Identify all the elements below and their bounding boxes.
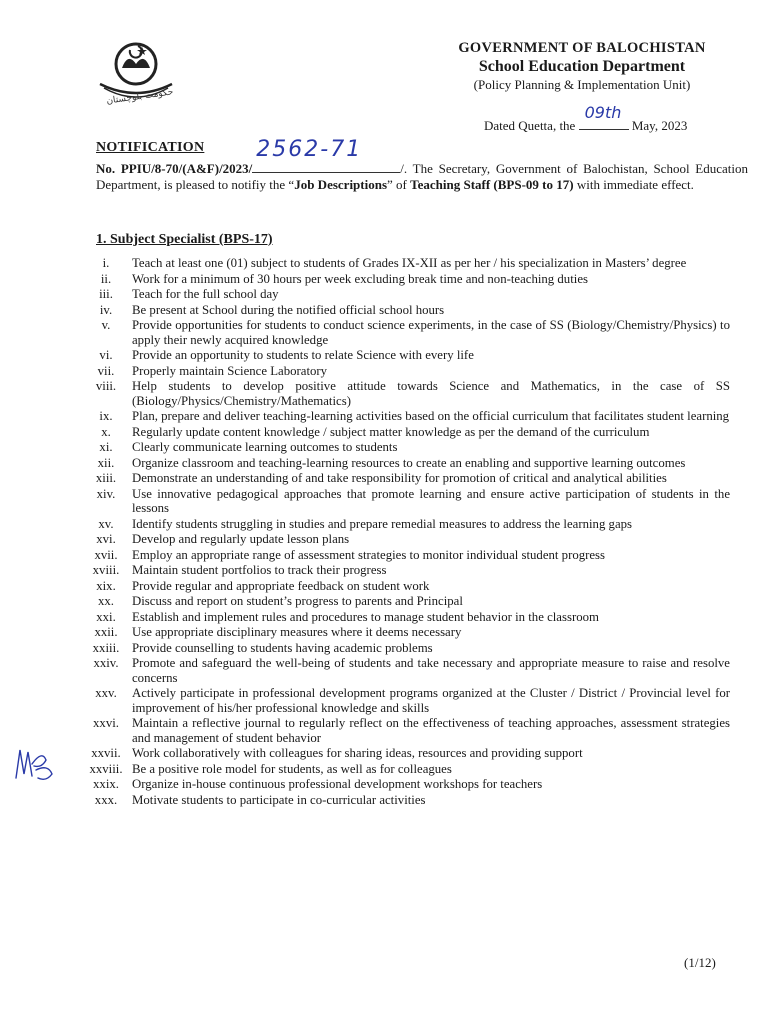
duty-item: [80, 716, 730, 745]
duty-text: Maintain a reflective journal to regularly reflect on the effectiveness of teaching approaches, assessment strategies and management of student behavior: [132, 716, 730, 745]
intro-text-1: /. The Secretary, Government of Balochistan, School Education Department, is pleased to notifiy the “: [96, 161, 748, 192]
duty-text: Be a positive role model for students, as well as for colleagues: [132, 761, 452, 776]
duty-item: [80, 625, 730, 640]
duty-numeral: xxviii.: [89, 761, 123, 776]
handwritten-day: 09th: [584, 103, 622, 122]
duty-text: Develop and regularly update lesson plans: [132, 532, 350, 546]
duty-item: [80, 548, 730, 563]
duty-item: [80, 256, 730, 271]
department-name: School Education Department: [478, 58, 686, 75]
duty-text: Teach for the full school day: [132, 287, 279, 301]
duty-item: [80, 594, 730, 609]
duty-item: [80, 425, 730, 440]
duty-item: [80, 686, 730, 715]
duty-text: Help students to develop positive attitude towards Science and Mathematics, in the case of SS (Biology/Physics/Chemistry/Mathematics): [132, 379, 730, 408]
duty-text: Regularly update content knowledge / subject matter knowledge as per the demand of the curriculum: [132, 424, 650, 439]
duty-text: Organize in-house continuous professional development workshops for teachers: [132, 777, 543, 791]
duty-text: Provide opportunities for students to conduct science experiments, in the case of SS (Biology/Chemistry/Physics) to apply their newly acquired knowledge: [132, 318, 730, 347]
duty-numeral: xviii.: [92, 563, 120, 577]
duty-text: Be present at School during the notified official school hours: [132, 302, 445, 317]
duty-numeral: i.: [102, 256, 110, 270]
duty-numeral: v.: [101, 318, 111, 332]
duty-text: Plan, prepare and deliver teaching-learning activities based on the official curriculum that facilitates student learning: [132, 409, 730, 423]
duty-numeral: xxiv.: [93, 656, 119, 670]
duty-text: Teach at least one (01) subject to students of Grades IX-XII as per her / his specialization in Masters’ degree: [132, 256, 687, 270]
duty-numeral: vii.: [97, 363, 115, 378]
duty-item: [80, 287, 730, 302]
duties-list: [80, 256, 730, 808]
duty-numeral: ii.: [100, 271, 112, 286]
duty-numeral: xx.: [98, 594, 114, 608]
duty-item: [80, 487, 730, 516]
duty-text: Use appropriate disciplinary measures where it deems necessary: [132, 625, 462, 639]
duty-numeral: xxv.: [95, 686, 117, 700]
duty-numeral: xxvi.: [93, 716, 119, 730]
intro-bold-2: Teaching Staff (BPS-09 to 17): [410, 177, 574, 192]
duty-numeral: xxi.: [96, 609, 116, 624]
emblem-caption: حکومت بلوچستان: [105, 87, 175, 107]
duty-item: [80, 777, 730, 792]
government-name: GOVERNMENT OF BALOCHISTAN: [458, 40, 706, 56]
unit-name: (Policy Planning & Implementation Unit): [473, 77, 691, 92]
duty-item: [80, 793, 730, 808]
duty-text: Clearly communicate learning outcomes to students: [132, 440, 398, 454]
duty-numeral: vi.: [99, 348, 113, 362]
duty-numeral: ix.: [99, 409, 113, 423]
duty-text: Demonstrate an understanding of and take responsibility for promotion of critical and analytical abilities: [132, 471, 667, 485]
section-heading: 1. Subject Specialist (BPS-17): [96, 232, 273, 247]
duty-item: [80, 762, 730, 777]
duty-item: [80, 610, 730, 625]
duty-numeral: xv.: [98, 516, 114, 531]
duty-text: Work for a minimum of 30 hours per week excluding break time and non-teaching duties: [132, 271, 588, 286]
duty-text: Motivate students to participate in co-curricular activities: [132, 792, 426, 807]
duty-item: [80, 318, 730, 347]
duty-item: [80, 303, 730, 318]
duty-item: [80, 456, 730, 471]
duty-item: [80, 517, 730, 532]
duty-item: [80, 746, 730, 761]
letterhead: [432, 40, 732, 93]
duty-text: Provide an opportunity to students to relate Science with every life: [132, 348, 474, 362]
duty-item: [80, 409, 730, 424]
duty-item: [80, 532, 730, 547]
duty-text: Promote and safeguard the well-being of students and take necessary and appropriate measure to raise and resolve concerns: [132, 656, 730, 685]
duty-item: [80, 656, 730, 685]
duty-item: [80, 440, 730, 455]
duty-numeral: iii.: [99, 287, 113, 301]
duty-text: Actively participate in professional development programs organized at the Cluster / District / Provincial level for improvement of his/her professional knowledge and skills: [132, 686, 730, 715]
duty-item: [80, 379, 730, 408]
duty-text: Use innovative pedagogical approaches that promote learning and ensure active participation of students in the lessons: [132, 486, 730, 515]
duty-numeral: xiv.: [96, 486, 116, 501]
reference-number: No. PPIU/8-70/(A&F)/2023/: [96, 161, 253, 176]
duty-item: [80, 471, 730, 486]
dated-line: [484, 103, 688, 134]
duty-numeral: xii.: [97, 455, 115, 470]
duty-numeral: xiii.: [95, 471, 117, 485]
date-blank: [579, 103, 629, 130]
duty-text: Provide counselling to students having academic problems: [132, 640, 433, 655]
reference-blank: [252, 137, 400, 173]
duty-text: Employ an appropriate range of assessment strategies to monitor individual student progress: [132, 547, 606, 562]
duty-text: Maintain student portfolios to track their progress: [132, 563, 387, 577]
duty-text: Establish and implement rules and procedures to manage student behavior in the classroom: [132, 609, 599, 624]
duty-numeral: xix.: [96, 578, 116, 593]
intro-bold-1: Job Descriptions: [294, 177, 388, 192]
duty-text: Discuss and report on student’s progress to parents and Principal: [132, 594, 463, 608]
handwritten-initials-icon: [12, 744, 58, 786]
duty-text: Provide regular and appropriate feedback on student work: [132, 578, 430, 593]
duty-item: [80, 563, 730, 578]
duty-numeral: xvii.: [94, 547, 118, 562]
duty-item: [80, 272, 730, 287]
duty-numeral: xxix.: [93, 777, 119, 791]
handwritten-reference: 2562-71: [256, 137, 363, 162]
duty-text: Properly maintain Science Laboratory: [132, 363, 328, 378]
duty-numeral: xvi.: [96, 532, 116, 546]
duty-numeral: xxvii.: [91, 746, 121, 760]
duty-numeral: xi.: [99, 440, 113, 454]
duty-numeral: viii.: [95, 379, 117, 393]
dated-prefix: Dated Quetta, the: [484, 118, 576, 133]
duty-numeral: xxii.: [94, 625, 118, 639]
duty-numeral: xxiii.: [92, 640, 120, 655]
duty-numeral: x.: [101, 424, 111, 439]
duty-item: [80, 579, 730, 594]
duty-item: [80, 641, 730, 656]
duty-text: Identify students struggling in studies and prepare remedial measures to address the learning gaps: [132, 516, 633, 531]
duty-item: [80, 348, 730, 363]
dated-suffix: May, 2023: [631, 118, 688, 133]
notification-title: NOTIFICATION: [96, 140, 205, 155]
duty-text: Organize classroom and teaching-learning resources to create an enabling and supportive learning outcomes: [132, 455, 686, 470]
duty-numeral: xxx.: [94, 792, 118, 807]
intro-text-3: with immediate effect.: [573, 177, 694, 192]
page-number: (1/12): [684, 955, 716, 970]
duty-item: [80, 364, 730, 379]
duty-text: Work collaboratively with colleagues for sharing ideas, resources and providing support: [132, 746, 583, 760]
duty-numeral: iv.: [99, 302, 113, 317]
intro-text-2: ” of: [387, 177, 411, 192]
